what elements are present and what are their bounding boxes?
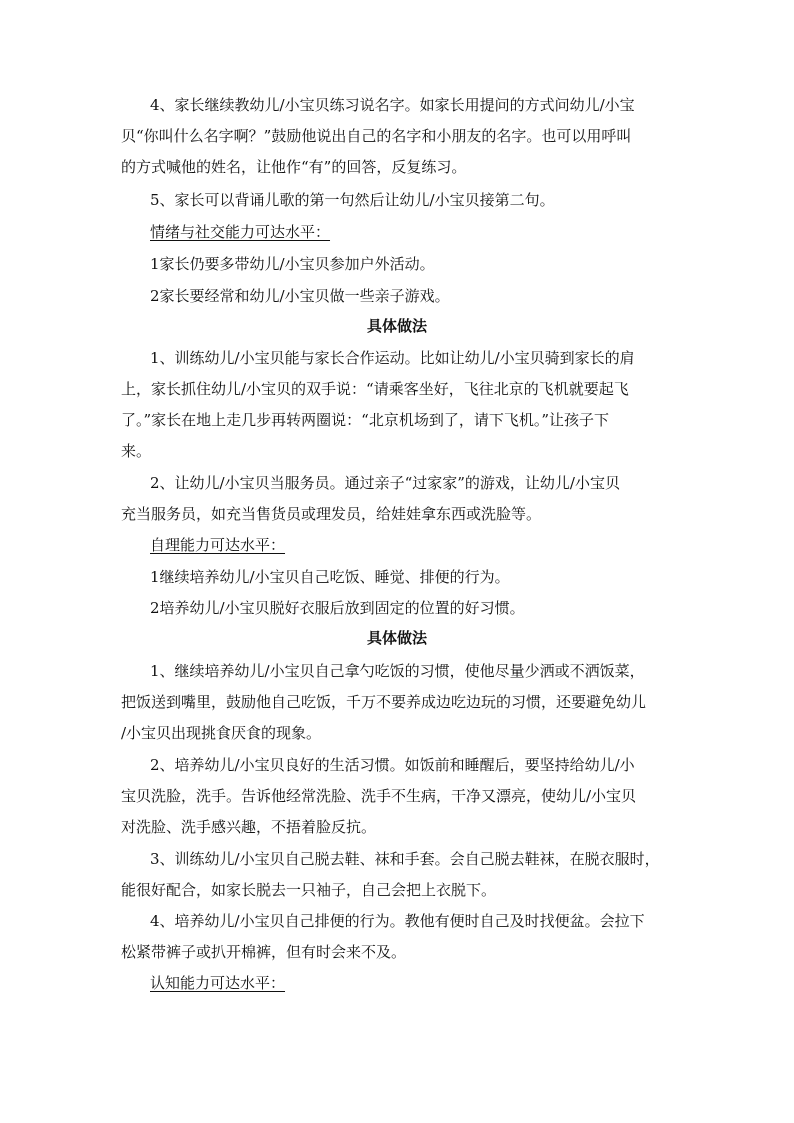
heading-specific-method: 具体做法 [366,629,427,647]
paragraph-line: 1、继续培养幼儿/小宝贝自己拿勺吃饭的习惯，使他尽量少洒或不洒饭菜， [150,662,645,680]
paragraph-line: 4、培养幼儿/小宝贝自己排便的行为。教他有便时自己及时找便盆。会拉下 [150,912,645,930]
paragraph-line: 松紧带裤子或扒开棉裤，但有时会来不及。 [121,943,407,961]
paragraph-line: 来。 [121,442,152,460]
paragraph-line: 2、培养幼儿/小宝贝良好的生活习惯。如饭前和睡醒后，要坚持给幼儿/小 [150,756,635,774]
section-title-cognition: 认知能力可达水平： [150,974,286,992]
paragraph-line: 能很好配合，如家长脱去一只袖子，自己会把上衣脱下。 [121,881,497,899]
paragraph-line: 2、让幼儿/小宝贝当服务员。通过亲子“过家家”的游戏，让幼儿/小宝贝 [150,474,620,492]
section-title-self-care: 自理能力可达水平： [150,536,286,554]
paragraph-line: 了。”家长在地上走几步再转两圈说：“北京机场到了，请下飞机。”让孩子下 [121,411,610,429]
list-item: 1继续培养幼儿/小宝贝自己吃饭、睡觉、排便的行为。 [150,568,510,586]
paragraph-line: 把饭送到嘴里，鼓励他自己吃饭，千万不要养成边吃边玩的习惯，还要避免幼儿 [121,693,647,711]
paragraph-line: 对洗脸、洗手感兴趣，不捂着脸反抗。 [121,818,377,836]
paragraph-line: 宝贝洗脸，洗手。告诉他经常洗脸、洗手不生病，干净又漂亮，使幼儿/小宝贝 [121,787,637,805]
list-item: 2培养幼儿/小宝贝脱好衣服后放到固定的位置的好习惯。 [150,599,525,617]
paragraph-line: 3、训练幼儿/小宝贝自己脱去鞋、袜和手套。会自己脱去鞋袜，在脱衣服时， [150,850,660,868]
paragraph-line: 的方式喊他的姓名，让他作“有”的回答，反复练习。 [121,158,467,176]
section-title-emotion-social: 情绪与社交能力可达水平： [150,223,331,241]
paragraph-line: 4、家长继续教幼儿/小宝贝练习说名字。如家长用提问的方式问幼儿/小宝 [150,96,635,114]
paragraph-line: 上，家长抓住幼儿/小宝贝的双手说：“请乘客坐好，飞往北京的飞机就要起飞 [121,380,629,398]
paragraph-line: 充当服务员，如充当售货员或理发员，给娃娃拿东西或洗脸等。 [121,505,542,523]
paragraph-line: 5、家长可以背诵儿歌的第一句然后让幼儿/小宝贝接第二句。 [150,191,555,209]
paragraph-line: 贝“你叫什么名字啊？”鼓励他说出自己的名字和小朋友的名字。也可以用呼叫 [121,127,632,145]
heading-specific-method: 具体做法 [366,317,427,335]
paragraph-line: 1、训练幼儿/小宝贝能与家长合作运动。比如让幼儿/小宝贝骑到家长的肩 [150,349,635,367]
list-item: 1家长仍要多带幼儿/小宝贝参加户外活动。 [150,255,435,273]
paragraph-line: /小宝贝出现挑食厌食的现象。 [121,724,322,742]
list-item: 2家长要经常和幼儿/小宝贝做一些亲子游戏。 [150,287,450,305]
